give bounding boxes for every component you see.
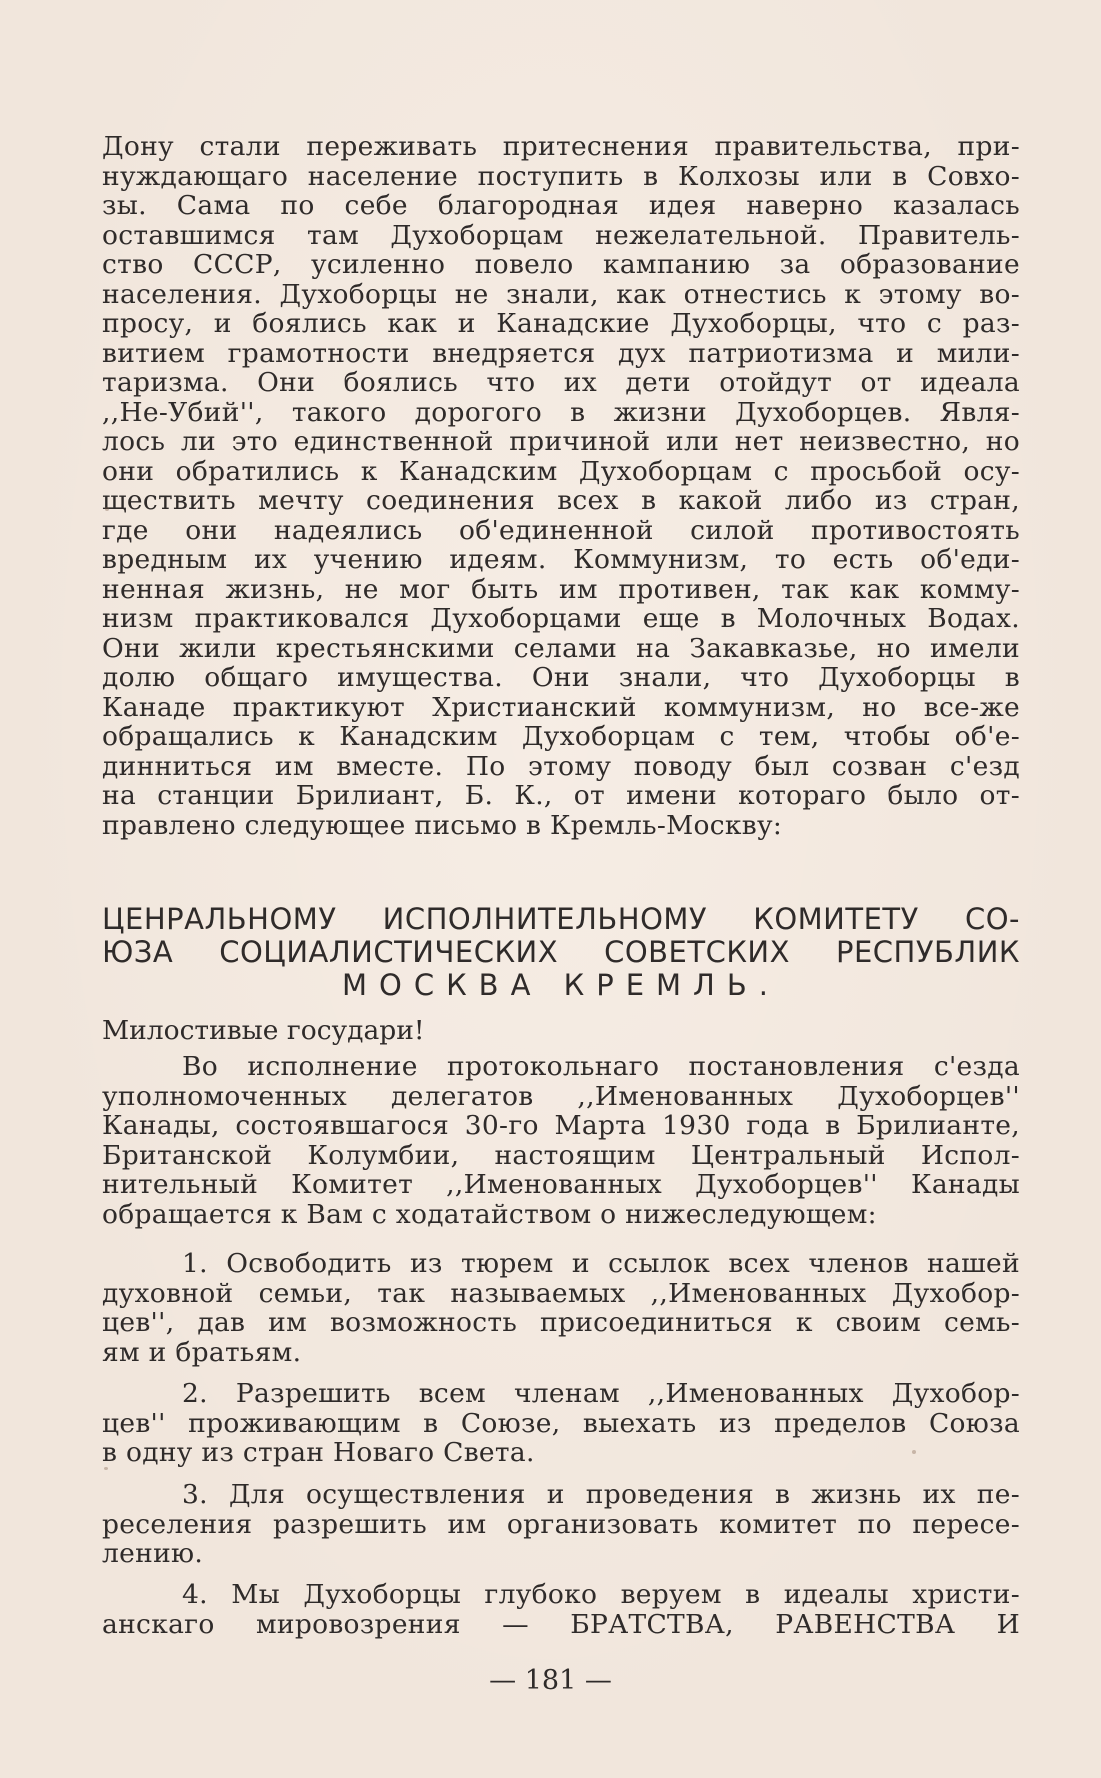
text-line: Канады, состоявшагося 30-го Марта 1930 года в Брилианте, <box>102 1111 1020 1141</box>
salutation: Милостивые государи! <box>102 1015 425 1046</box>
text-line: ство СССР, усиленно повело кампанию за образование <box>102 250 1020 280</box>
heading-line: МОСКВА КРЕМЛЬ. <box>342 969 780 1002</box>
text-line: обращались к Канадским Духоборцам с тем, чтобы об'е- <box>102 722 1020 752</box>
text-line: 3. Для осуществления и проведения в жизнь их пе- <box>182 1480 1020 1510</box>
text-line: анскаго мировозрения — БРАТСТВА, РАВЕНСТВА И <box>102 1609 1020 1639</box>
text-line: витием грамотности внедряется дух патриотизма и мили- <box>102 338 1020 368</box>
text-line: ям и братьям. <box>102 1337 302 1367</box>
text-line: Во исполнение протокольнаго постановления с'езда <box>182 1052 1020 1082</box>
text-line: низм практиковался Духоборцами еще в Молочных Водах. <box>102 604 1020 634</box>
text-line: лось ли это единственной причиной или нет неизвестно, но <box>102 427 1020 457</box>
letter-heading <box>102 903 1020 1002</box>
text-line: населения. Духоборцы не знали, как отнестись к этому во- <box>102 279 1020 309</box>
text-line: Они жили крестьянскими селами на Закавказье, но имели <box>102 633 1020 663</box>
text-line: на станции Брилиант, Б. К., от имени котораго было от- <box>102 781 1020 811</box>
page-number: — 181 — <box>489 1665 612 1696</box>
heading-line: ЮЗА СОЦИАЛИСТИЧЕСКИХ СОВЕТСКИХ РЕСПУБЛИК <box>102 936 1020 969</box>
text-line: реселения разрешить им организовать комитет по пересе- <box>102 1509 1020 1539</box>
text-line: цев'', дав им возможность присоединиться к своим семь- <box>102 1308 1020 1338</box>
text-line: Дону стали переживать притеснения правительства, при- <box>102 132 1020 162</box>
text-line: динниться им вместе. По этому поводу был созван с'езд <box>102 751 1020 781</box>
text-line: оставшимся там Духоборцам нежелательной. Правитель- <box>102 220 1020 250</box>
text-line: ,,Не-Убий'', такого дорогого в жизни Духоборцев. Явля- <box>102 397 1020 427</box>
text-line: уполномоченных делегатов ,,Именованных Духоборцев'' <box>102 1081 1020 1111</box>
text-line: Канаде практикуют Христианский коммунизм, но все-же <box>102 692 1020 722</box>
ink-speck <box>105 507 109 511</box>
text-line: цев'' проживающим в Союзе, выехать из пределов Союза <box>102 1408 1020 1438</box>
ink-speck <box>104 1467 108 1470</box>
ink-speck <box>912 1450 916 1454</box>
text-line: просу, и боялись как и Канадские Духоборцы, что с раз- <box>102 309 1020 339</box>
text-line: долю общаго имущества. Они знали, что Духоборцы в <box>102 663 1020 693</box>
text-line: они обратились к Канадским Духоборцам с просьбой осу- <box>102 456 1020 486</box>
text-line: в одну из стран Новаго Света. <box>102 1438 535 1468</box>
text-line: правлено следующее письмо в Кремль-Москву: <box>102 810 783 840</box>
list-item-1 <box>102 1249 1020 1367</box>
text-line: духовной семьи, так называемых ,,Именованных Духобор- <box>102 1278 1020 1308</box>
text-line: ществить мечту соединения всех в какой либо из стран, <box>102 486 1020 516</box>
list-item-3 <box>102 1480 1020 1569</box>
text-line: обращается к Вам с ходатайством о нижеследующем: <box>102 1199 877 1229</box>
text-line: вредным их учению идеям. Коммунизм, то есть об'еди- <box>102 545 1020 575</box>
text-line: нуждающаго население поступить в Колхозы или в Совхо- <box>102 161 1020 191</box>
list-item-2 <box>102 1379 1020 1468</box>
text-line: где они надеялись об'единенной силой противостоять <box>102 515 1020 545</box>
text-line: таризма. Они боялись что их дети отойдут от идеала <box>102 368 1020 398</box>
text-line: ненная жизнь, не мог быть им противен, так как комму- <box>102 574 1020 604</box>
text-line: 1. Освободить из тюрем и ссылок всех членов нашей <box>182 1249 1020 1279</box>
text-line: 4. Мы Духоборцы глубоко веруем в идеалы христи- <box>182 1580 1020 1610</box>
text-line: лению. <box>102 1539 204 1569</box>
paragraph-1 <box>102 132 1020 840</box>
list-item-4 <box>102 1580 1020 1639</box>
text-line: 2. Разрешить всем членам ,,Именованных Духобор- <box>182 1379 1020 1409</box>
heading-line: ЦЕНРАЛЬНОМУ ИСПОЛНИТЕЛЬНОМУ КОМИТЕТУ СО- <box>102 903 1020 936</box>
text-line: зы. Сама по себе благородная идея наверно казалась <box>102 191 1020 221</box>
text-line: нительный Комитет ,,Именованных Духоборцев'' Канады <box>102 1170 1020 1200</box>
paragraph-2 <box>102 1052 1020 1229</box>
text-line: Британской Колумбии, настоящим Центральный Испол- <box>102 1140 1020 1170</box>
